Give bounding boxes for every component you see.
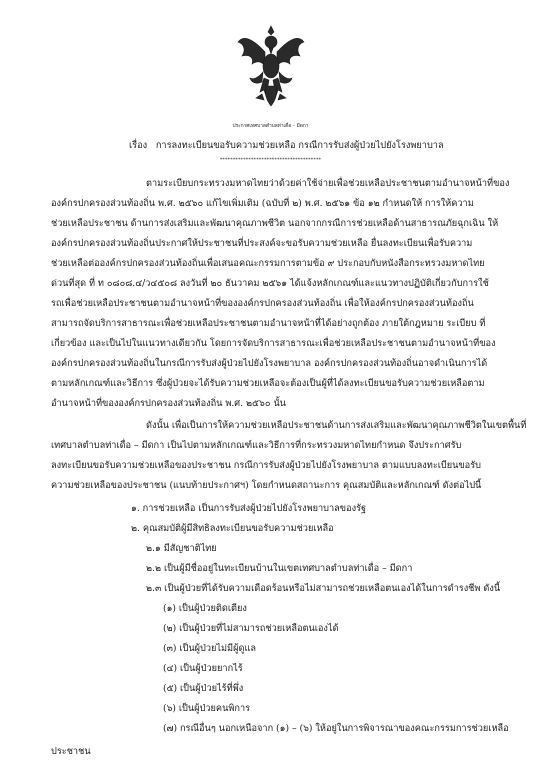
stars-divider: *************************************** [219, 158, 322, 163]
paragraph-line: ความช่วยเหลือของประชาชน (แนบท้ายประกาศฯ) โดยกำหนดสถานะการ คุณสมบัติและหลักเกณฑ์ ดังต่อไปนี้ [51, 480, 482, 491]
paragraph-line: องค์กรปกครองส่วนท้องถิ่นในกรณีการรับส่งผู้ป่วยไปยังโรงพยาบาล องค์กรปกครองส่วนท้องถิ่นอาจดำเนินการได้ [51, 358, 488, 369]
subject-prefix: เรื่อง [129, 140, 148, 151]
announcement-title: ประกาศเทศบาลตำบลท่าเดื่อ – มีดกา [232, 124, 309, 129]
list-item: ๑. การช่วยเหลือ เป็นการรับส่งผู้ป่วยไปยังโรงพยาบาลของรัฐ [131, 503, 367, 514]
list-item: ๒. คุณสมบัติผู้มีสิทธิลงทะเบียนขอรับความช่วยเหลือ [131, 523, 334, 534]
paragraph-line: สามารถจัดบริการสาธารณะเพื่อช่วยเหลือประชาชนตามอำนาจหน้าที่ได้อย่างถูกต้อง ภายใต้กฎหมาย ระเบียบ ที่ [51, 318, 486, 329]
list-item: (๗) กรณีอื่นๆ นอกเหนือจาก (๑) – (๖) ให้อยู่ในการพิจารณาของคณะกรรมการช่วยเหลือ [163, 723, 509, 734]
paragraph-line: เทศบาลตำบลท่าเดื่อ – มีดกา เป็นไปตามหลักเกณฑ์และวิธีการที่กระทรวงมหาดไทยกำหนด จึงประกาศรับ [51, 440, 462, 451]
paragraph-line: ดังนั้น เพื่อเป็นการให้ความช่วยเหลือประชาชนด้านการส่งเสริมและพัฒนาคุณภาพชีวิตในเขตพื้นที่ [146, 420, 527, 431]
paragraph-line: เกี่ยวข้อง และเป็นไปในแนวทางเดียวกัน โดยการจัดบริการสาธารณะเพื่อช่วยเหลือประชาชนตามอำนาจหน้าที่ของ [51, 338, 496, 349]
paragraph-line: ตามหลักเกณฑ์และวิธีการ ซึ่งผู้ป่วยจะได้รับความช่วยเหลือจะต้องเป็นผู้ที่ได้ลงทะเบียนขอรับความช่วยเหลือตาม [51, 378, 485, 389]
list-item: (๓) เป็นผู้ป่วยไม่มีผู้ดูแล [163, 643, 257, 654]
subject-text: การลงทะเบียนขอรับความช่วยเหลือ กรณีการรับส่งผู้ป่วยไปยังโรงพยาบาล [155, 140, 444, 151]
paragraph-line: รถเพื่อช่วยเหลือประชาชนตามอำนาจหน้าที่ขององค์กรปกครองส่วนท้องถิ่น เพื่อให้องค์กรปกครองส่วนท้องถิ่น [51, 298, 474, 309]
garuda-emblem [236, 22, 306, 108]
list-item: (๕) เป็นผู้ป่วยไร้ที่พึ่ง [163, 683, 244, 694]
paragraph-line: ตามระเบียบกระทรวงมหาดไทยว่าด้วยค่าใช้จ่ายเพื่อช่วยเหลือประชาชนตามอำนาจหน้าที่ของ [146, 178, 510, 189]
list-item: (๒) เป็นผู้ป่วยที่ไม่สามารถช่วยเหลือตนเองได้ [163, 623, 339, 634]
list-item: (๖) เป็นผู้ป่วยคนพิการ [163, 703, 251, 714]
paragraph-line: ด่วนที่สุด ที่ ท ๐๘๐๘.๔/ว๔๕๐๘ ลงวันที่ ๒๐ ธันวาคม ๒๕๖๑ ได้แจ้งหลักเกณฑ์และแนวทางปฏิบัติเกี่ยวกับการใช้ [51, 278, 489, 289]
paragraph-line: ช่วยเหลือประชาชน ด้านการส่งเสริมและพัฒนาคุณภาพชีวิต นอกจากกรณีการช่วยเหลือด้านสาธารณภัยฉุกเฉิน ให้ [51, 218, 499, 229]
list-item: ๒.๑ มีสัญชาติไทย [146, 543, 217, 554]
paragraph-line: ช่วยเหลือต่อองค์กรปกครองส่วนท้องถิ่นเพื่อเสนอคณะกรรมการตามข้อ ๙ ประกอบกับหนังสือกระทรวงมหาดไทย [51, 258, 485, 269]
paragraph-line: องค์กรปกครองส่วนท้องถิ่นประกาศให้ประชาชนที่ประสงค์จะขอรับความช่วยเหลือ ยื่นลงทะเบียนเพื่อรับความ [51, 238, 473, 249]
list-item: (๑) เป็นผู้ป่วยติดเตียง [163, 603, 247, 614]
paragraph-line: อำนาจหน้าที่ขององค์กรปกครองส่วนท้องถิ่น พ.ศ. ๒๕๖๐ นั้น [51, 398, 286, 409]
subject-line [129, 140, 444, 152]
list-item: ๒.๓ เป็นผู้ป่วยที่ได้รับความเดือดร้อนหรือไม่สามารถช่วยเหลือตนเองได้ในการดำรงชีพ ดังนี้ [146, 583, 501, 594]
list-item: ๒.๒ เป็นผู้มีชื่ออยู่ในทะเบียนบ้านในเขตเทศบาลตำบลท่าเดื่อ – มีดกา [146, 563, 413, 574]
paragraph-line: ลงทะเบียนขอรับความช่วยเหลือของประชาชน กรณีการรับส่งผู้ป่วยไปยังโรงพยาบาล ตามแบบลงทะเบียนขอรับ [51, 460, 481, 471]
paragraph-line: องค์กรปกครองส่วนท้องถิ่น พ.ศ. ๒๕๖๐ แก้ไขเพิ่มเติม (ฉบับที่ ๒) พ.ศ. ๒๕๖๑ ข้อ ๑๒ กำหนดให้ การให้ความ [51, 198, 474, 209]
list-item: (๔) เป็นผู้ป่วยยากไร้ [163, 663, 243, 674]
paragraph-line: ประชาชน [51, 746, 91, 757]
